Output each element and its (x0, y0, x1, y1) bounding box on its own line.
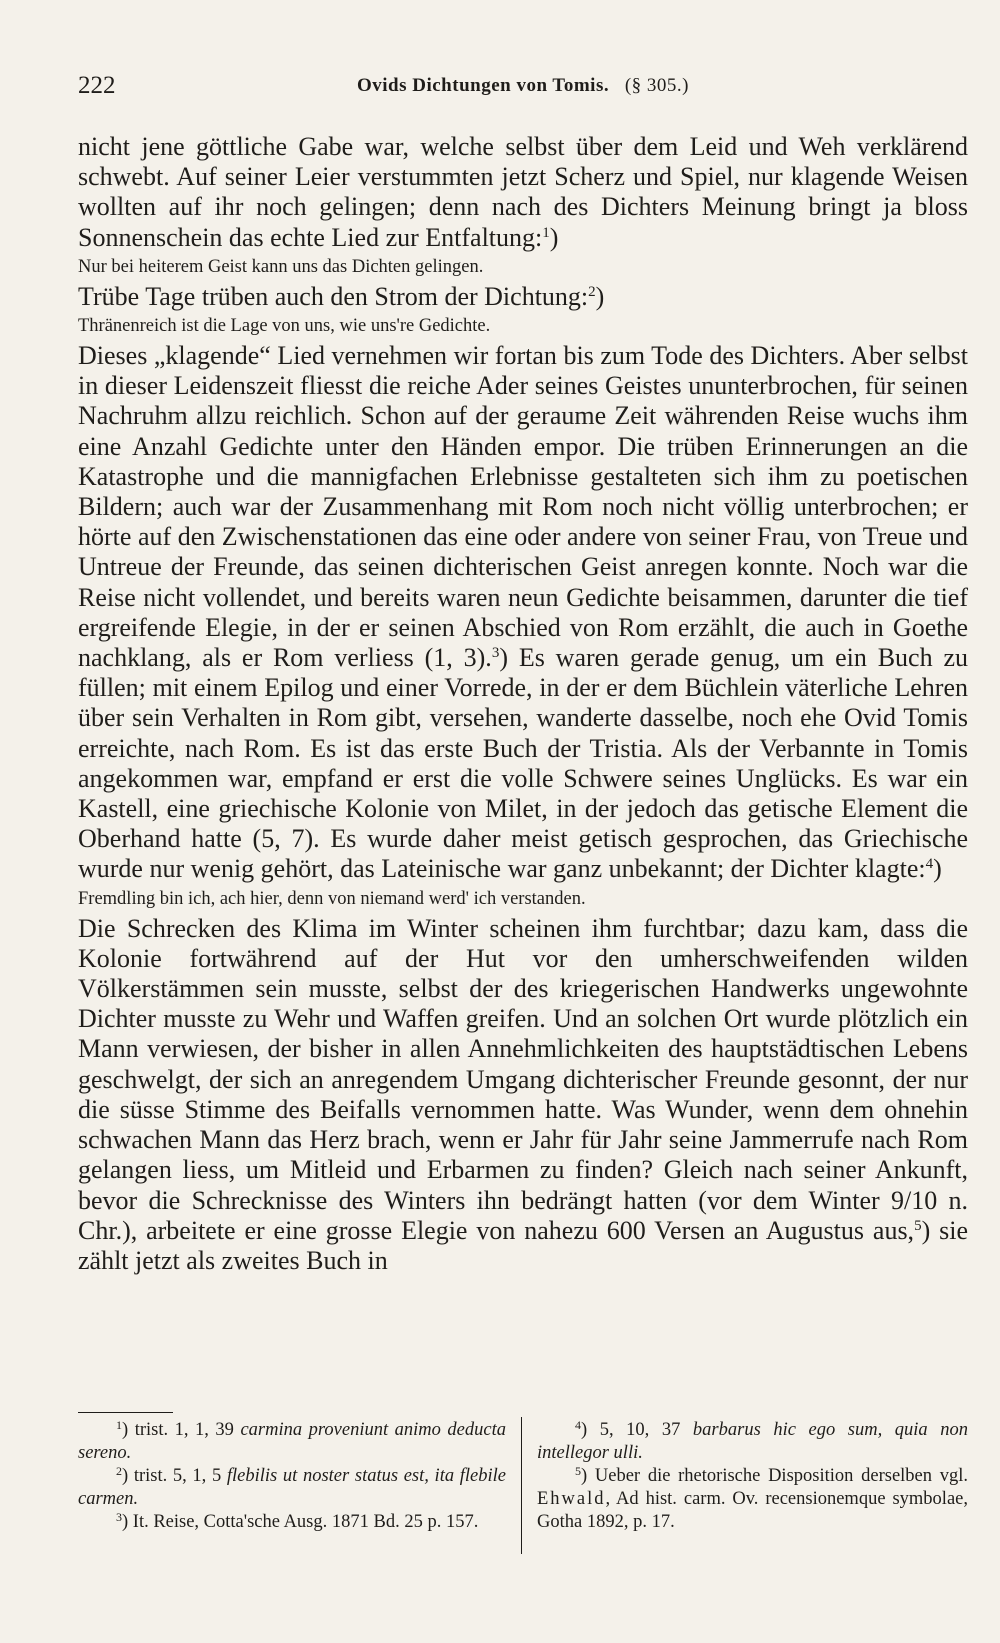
running-title-text: Ovids Dichtungen von Tomis. (356, 75, 610, 96)
footnote-5 (537, 1465, 968, 1534)
footnotes-left-column (78, 1419, 506, 1534)
footnote-4 (537, 1419, 968, 1465)
footnote-ref[interactable]: 2 (588, 283, 596, 300)
text-run: ) sie zählt jetzt als zweites Buch in (78, 1215, 968, 1275)
footnote-mark: 5 (575, 1464, 581, 1478)
footnote-divider (78, 1412, 173, 1413)
footnote-3 (78, 1511, 506, 1534)
latin-quote: carmina proveniunt animo deducta sereno. (78, 1420, 506, 1463)
latin-quote: flebilis ut noster status est, ita flebile carmen. (78, 1466, 506, 1509)
text-run: ) (595, 281, 605, 311)
text-run: Die Schrecken des Klima im Winter scheinen ihm furchtbar; dazu kam, dass die Kolonie fortwährend auf der Hut vor den umherschweifenden wilden Völkerstämmen sein musste, selbst der des kriegerischen Handwerks ungewohnte Dichter musste zu Wehr und Waffen greifen. Und an solchen Ort wurde plötzlich ein Mann verwiesen, der bisher in allen Annehmlichkeiten des hauptstädtischen Lebens geschwelgt, der sich an anregendem Umgang dichterischer Freunde gesonnt, der nur die süsse Stimme des Beifalls vernommen hatte. Was Wunder, wenn dem ohnehin schwachen Mann das Herz brach, wenn er Jahr für Jahr seine Jammerrufe nach Rom gelangen liess, um Mitleid und Erbarmen zu finden? Gleich nach seiner Ankunft, bevor die Schrecknisse des Winters ihn bedrängt hatten (vor dem Winter 9/10 n. Chr.), arbeitete er eine grosse Elegie von nahezu 600 Versen an Augustus aus, (78, 913, 968, 1245)
text-run: ) trist. 1, 1, 39 (122, 1420, 241, 1440)
verse-quote: Thränenreich ist die Lage von uns, wie uns're Gedichte. (78, 316, 491, 337)
text-run: ) (549, 222, 559, 252)
footnote-ref[interactable]: 3 (491, 645, 500, 662)
latin-quote: barbarus hic ego sum, quia non intellegor ulli. (537, 1420, 968, 1463)
text-run: ) It. Reise, Cotta'sche Ausg. 1871 Bd. 25 p. 157. (122, 1512, 479, 1532)
main-text (78, 132, 968, 1276)
verse-quote: Nur bei heiterem Geist kann uns das Dichten gelingen. (78, 256, 484, 277)
footnote-mark: 3 (116, 1510, 122, 1524)
footnote-2 (78, 1465, 506, 1511)
footnote-ref[interactable]: 1 (542, 224, 550, 241)
running-title (78, 75, 968, 97)
author-name: Ehwald (537, 1489, 606, 1509)
page-header (78, 72, 968, 112)
text-run: ) Ueber die rhetorische Disposition derselben vgl. (581, 1466, 968, 1486)
verse-quote: Fremdling bin ich, ach hier, denn von niemand werd' ich verstanden. (78, 888, 586, 909)
text-run: Trübe Tage trüben auch den Strom der Dichtung: (78, 281, 589, 311)
footnote-ref[interactable]: 4 (925, 856, 934, 873)
paragraph (78, 132, 968, 253)
footnote-1 (78, 1419, 506, 1465)
footnote-ref[interactable]: 5 (914, 1217, 922, 1234)
footnote-mark: 4 (575, 1418, 581, 1432)
footnote-mark: 2 (116, 1464, 122, 1478)
text-run: , Ad hist. carm. Ov. recensionemque symbolae, Gotha 1892, p. 17. (537, 1489, 968, 1532)
text-run: Dieses „klagende“ Lied vernehmen wir fortan bis zum Tode des Dichters. Aber selbst in dieser Leidenszeit fliesst die reiche Ader seines Geistes ununterbrochen, für seinen Nachruhm allzu reichlich. Schon auf der geraume Zeit währenden Reise wuchs ihm eine Anzahl Gedichte unter den Händen empor. Die trüben Erinnerungen an die Katastrophe und die mannigfachen Erlebnisse gestalteten sich ihm zu poetischen Bildern; auch war der Zusammenhang mit Rom noch nicht völlig unterbrochen; er hörte auf den Zwischenstationen das eine oder andere von seiner Frau, von Treue und Untreue der Freunde, das seinen dichterischen Geist anregen konnte. Noch war die Reise nicht vollendet, und bereits waren neun Gedichte beisammen, darunter die tief ergreifende Elegie, in der er seinen Abschied von Rom erzählt, die auch in Goethe nachklang, als er Rom verliess (1, 3). (78, 341, 968, 673)
paragraph (78, 282, 968, 312)
footnote-mark: 1 (116, 1418, 122, 1432)
text-run: ) trist. 5, 1, 5 (122, 1466, 227, 1486)
column-divider (521, 1417, 522, 1554)
section-number: (§ 305.) (624, 75, 690, 96)
paragraph (78, 341, 968, 885)
text-run: nicht jene göttliche Gabe war, welche selbst über dem Leid und Weh verklärend schwebt. Auf seiner Leier verstummten jetzt Scherz und Spiel, nur klagende Weisen wollten auf ihr noch gelingen; denn nach des Dichters Meinung bringt ja bloss Sonnenschein das echte Lied zur Entfaltung: (78, 132, 968, 252)
paragraph (78, 914, 968, 1276)
page-number: 222 (78, 72, 116, 99)
footnotes-right-column (537, 1419, 968, 1534)
text-run: ) (933, 854, 942, 884)
text-run: ) Es waren gerade genug, um ein Buch zu füllen; mit einem Epilog und einer Vorrede, in der er dem Büchlein väterliche Lehren über sein Verhalten in Rom gibt, versehen, wanderte dasselbe, noch ehe Ovid Tomis erreichte, nach Rom. Es ist das erste Buch der Tristia. Als der Verbannte in Tomis angekommen war, empfand er erst die volle Schwere seines Unglücks. Es war ein Kastell, eine griechische Kolonie von Milet, in der jedoch das getische Element die Oberhand hatte (5, 7). Es wurde daher meist getisch gesprochen, das Griechische wurde nur wenig gehört, das Lateinische war ganz unbekannt; der Dichter klagte: (78, 643, 968, 884)
text-run: ) 5, 10, 37 (581, 1420, 693, 1440)
